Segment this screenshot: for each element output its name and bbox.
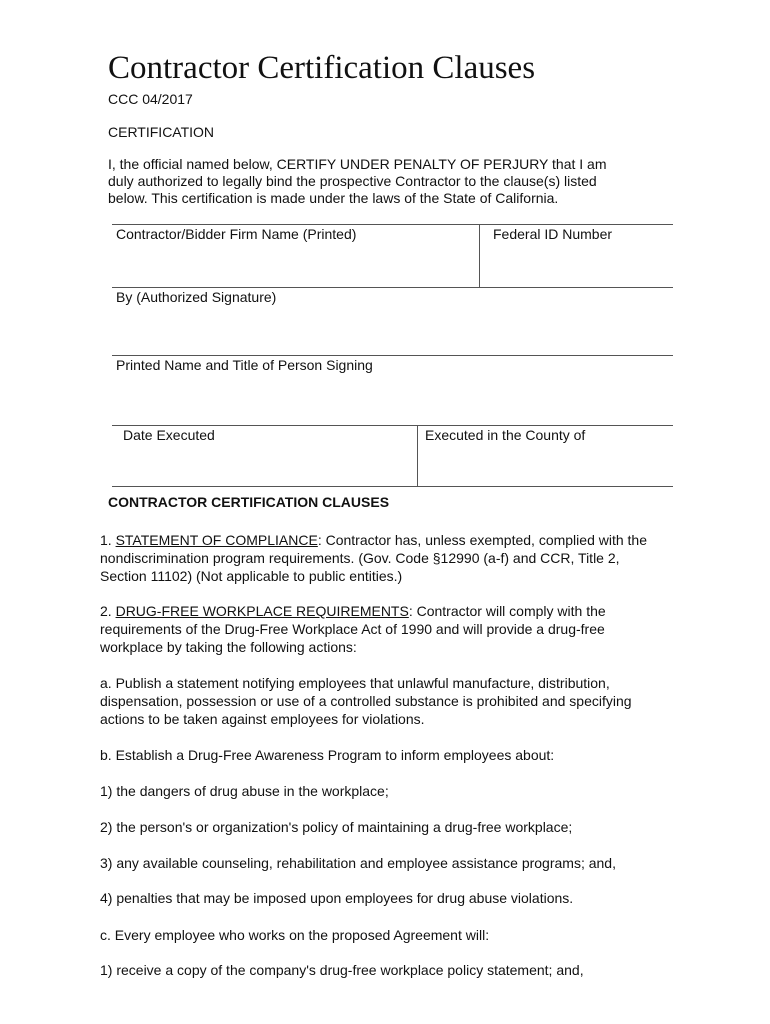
clause-number: 2. [100,603,116,619]
clause-text-line: nondiscrimination program requirements. (Gov. Code §12990 (a-f) and CCR, Title 2, [100,550,620,566]
clauses-heading: CONTRACTOR CERTIFICATION CLAUSES [108,494,390,510]
item-b: b. Establish a Drug-Free Awareness Program to inform employees about: [100,747,555,763]
clause-text-line: requirements of the Drug-Free Workplace Act of 1990 and will provide a drug-free [100,621,605,637]
divider [112,425,673,426]
list-item: 4) penalties that may be imposed upon employees for drug abuse violations. [100,890,574,906]
list-item: 2) the person's or organization's policy of maintaining a drug-free workplace; [100,819,573,835]
item-a [100,674,632,728]
form-code: CCC 04/2017 [108,91,193,107]
clause-text-line: workplace by taking the following actions: [100,639,357,655]
divider [112,287,673,288]
certification-text-line: duly authorized to legally bind the prospective Contractor to the clause(s) listed [108,173,597,189]
county-field[interactable]: Executed in the County of [425,427,586,443]
clause-number: 1. [100,532,116,548]
item-a-line: actions to be taken against employees for violations. [100,711,425,727]
page-title: Contractor Certification Clauses [108,50,536,86]
divider [112,486,673,487]
firm-name-field[interactable]: Contractor/Bidder Firm Name (Printed) [116,226,357,242]
item-c: c. Every employee who works on the proposed Agreement will: [100,927,490,943]
certification-heading: CERTIFICATION [108,124,215,140]
list-item: 1) receive a copy of the company's drug-free workplace policy statement; and, [100,962,584,978]
certification-text [108,156,607,207]
list-item: 3) any available counseling, rehabilitation and employee assistance programs; and, [100,855,616,871]
federal-id-field[interactable]: Federal ID Number [493,226,613,242]
date-executed-field[interactable]: Date Executed [123,427,215,443]
clause-2 [100,602,606,656]
divider [112,224,673,225]
clause-1 [100,531,647,585]
list-item: 1) the dangers of drug abuse in the workplace; [100,783,389,799]
printed-name-field[interactable]: Printed Name and Title of Person Signing [116,357,373,373]
certification-text-line: I, the official named below, CERTIFY UNDER PENALTY OF PERJURY that I am [108,156,607,172]
item-a-line: a. Publish a statement notifying employees that unlawful manufacture, distribution, [100,675,610,691]
signature-field[interactable]: By (Authorized Signature) [116,289,277,305]
clause-text: : Contractor will comply with the [408,603,606,619]
divider [479,224,480,287]
clause-text-line: Section 11102) (Not applicable to public entities.) [100,568,403,584]
divider [112,355,673,356]
certification-text-line: below. This certification is made under the laws of the State of California. [108,190,559,206]
clause-title: STATEMENT OF COMPLIANCE [115,532,318,548]
divider [417,425,418,486]
clause-text: : Contractor has, unless exempted, complied with the [317,532,647,548]
item-a-line: dispensation, possession or use of a controlled substance is prohibited and specifying [100,693,632,709]
clause-title: DRUG-FREE WORKPLACE REQUIREMENTS [115,603,409,619]
